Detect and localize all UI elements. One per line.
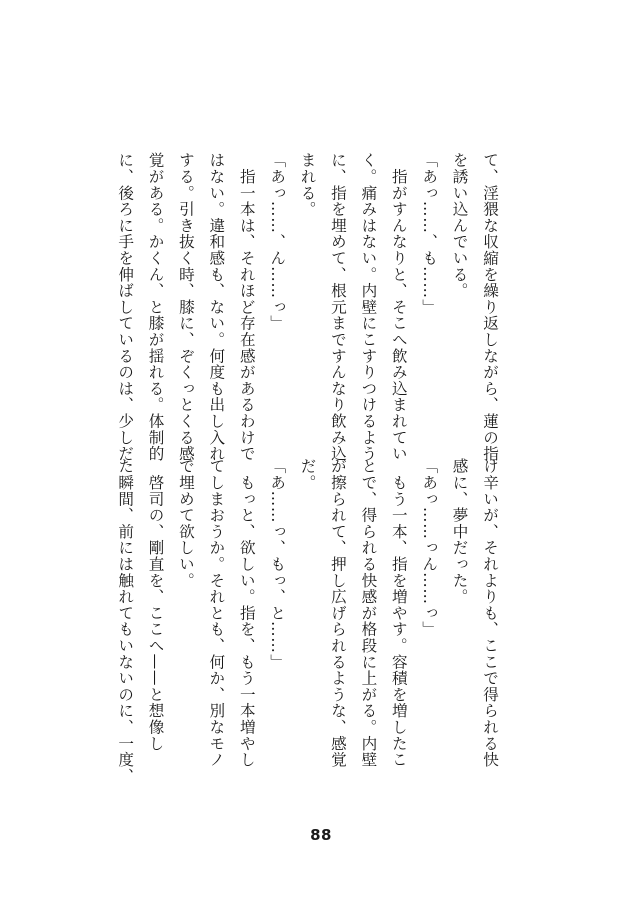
- lower-text-block: [116, 458, 505, 784]
- text-line: に、後ろに手を伸ばしているのは、少しだ: [116, 152, 135, 462]
- page-number: 88: [310, 826, 332, 844]
- text-line: 覚がある。かくん、と膝が揺れる。体制的: [146, 152, 165, 462]
- text-line: け辛いが、それよりも、ここで得られる快: [481, 458, 499, 768]
- text-line: とで、得られる快感が格段に上がる。内壁: [359, 458, 378, 768]
- text-line: た瞬間、前には触れてもいないのに、一度、: [116, 458, 135, 784]
- text-line: に、指を埋めて、根元まですんなり飲み込: [328, 152, 347, 462]
- text-line: もう一本、指を増やす。容積を増したこ: [389, 458, 408, 768]
- text-line: てしまおうか。それとも、何か、別なモノ: [207, 458, 226, 768]
- text-line: する。引き抜く時、膝に、ぞくっとくる感: [176, 152, 195, 462]
- text-line: はない。違和感も、ない。何度も出し入れ: [207, 152, 226, 462]
- text-line: 啓司の、剛直を、ここへ——と想像し: [146, 458, 165, 752]
- text-line: 指一本は、それほど存在感があるわけで: [237, 152, 256, 462]
- text-line: く。痛みはない。内壁にこすりつけるよう: [359, 152, 378, 462]
- text-line: を誘い込んでいる。: [450, 152, 469, 299]
- text-line: 「あっ……、も……」: [420, 152, 439, 315]
- text-line: て、淫猥な収縮を繰り返しながら、蓮の指: [481, 152, 499, 462]
- text-line: 「あっ……っん……っ」: [420, 458, 439, 638]
- text-line: で埋めて欲しい。: [176, 458, 195, 589]
- text-line: 「あっ……、ん……っ」: [268, 152, 287, 332]
- text-line: 感に、夢中だった。: [450, 458, 469, 605]
- text-line: まれる。: [298, 152, 317, 218]
- text-line: が擦られて、押し広げられるような、感覚: [328, 458, 347, 768]
- text-line: 指がすんなりと、そこへ飲み込まれてい: [389, 152, 408, 462]
- text-line: だ。: [298, 458, 317, 491]
- text-line: もっと、欲しい。指を、もう一本増やし: [237, 458, 256, 768]
- text-line: 「あ……っ、もっ、と……」: [268, 458, 287, 670]
